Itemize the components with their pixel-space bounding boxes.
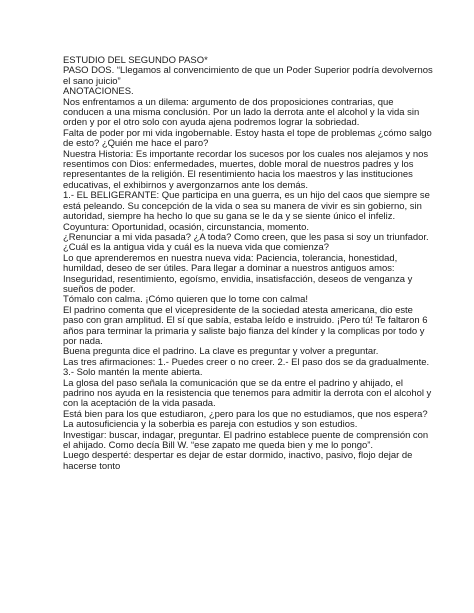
paragraph-coyuntura: Coyuntura: Oportunidad, ocasión, circunstancia, momento. xyxy=(63,221,310,233)
paragraph-beligerante: 1.- EL BELIGERANTE: Que participa en una guerra, es un hijo del caos que siempre se está peleando. Su concepción de la vida o sea su manera de vivir es sin gobierno, sin autoridad, siempre ha hecho lo que su gana se le da y se siente único el infeliz. xyxy=(63,190,430,223)
paragraph-aprenderemos: Lo que aprenderemos en nuestra nueva vida: Paciencia, tolerancia, honestidad, humildad, deseo de ser útiles. Para llegar a dominar a nuestros antiguos amos: Inseguridad, resentimiento, egoísmo, envidia, insatisfacción, deseos de venganza y sueños de poder. xyxy=(63,252,413,295)
document-body xyxy=(63,56,435,472)
paragraph-anotaciones: ANOTACIONES. xyxy=(63,86,134,98)
paragraph-esta-bien: Está bien para los que estudiaron, ¿pero para los que no estudiamos, que nos espera? xyxy=(63,408,428,420)
paragraph-nuestra-historia: Nuestra Historia: Es importante recordar los sucesos por los cuales nos alejamos y nos resentimos con Dios: enfermedades, muertes, doble moral de nuestros padres y los representantes de la religión. El resentimiento hacia los maestros y las instituciones educativas, el exhibirnos y avergonzarnos ante los demás. xyxy=(63,148,429,191)
paragraph-dilema: Nos enfrentamos a un dilema: argumento de dos proposiciones contrarias, que conducen a una misma conclusión. Por un lado la derrota ante el alcohol y la vida sin orden y por el otro solo con ayuda ajena podremos lograr la sobriedad. xyxy=(63,96,420,129)
document-title: ESTUDIO DEL SEGUNDO PASO* xyxy=(63,55,208,66)
paragraph-glosa: La glosa del paso señala la comunicación que se da entre el padrino y ahijado, el padrino nos ayuda en la resistencia que tenemos para admitir la derrota con el alcohol y con la aceptación de la vida pasada. xyxy=(63,377,432,410)
paragraph-luego-desperte: Luego desperté: despertar es dejar de estar dormido, inactivo, pasivo, flojo dejar de hacerse tonto xyxy=(63,450,413,472)
paragraph-paso-dos: PASO DOS. “Llegamos al convencimiento de que un Poder Superior podría devolvernos el sano juicio” xyxy=(63,65,433,87)
paragraph-tomalo-con-calma: Tómalo con calma. ¡Cómo quieren que lo tome con calma! xyxy=(63,294,308,306)
paragraph-renunciar: ¿Renunciar a mi vida pasada? ¿A toda? Como creen, que les pasa si soy un triunfador. xyxy=(63,231,429,243)
paragraph-autosuficiencia: La autosuficiencia y la soberbia es pareja con estudios y son estudios. xyxy=(63,419,358,431)
paragraph-investigar: Investigar: buscar, indagar, preguntar. El padrino establece puente de comprensión con el ahijado. Como decía Bill W. “ese zapato me queda bien y me lo pongo”. xyxy=(63,429,429,452)
paragraph-padrino-comenta: El padrino comenta que el vicepresidente de la sociedad atesta americana, dio este paso con gran amplitud. El sí que sabía, estaba leído e instruido. ¡Pero tú! Te faltaron 6 años para terminar la primaria y saliste bajo fianza del kínder y la complicas por todo y por nada. xyxy=(63,304,428,347)
paragraph-falta-de-poder: Falta de poder por mi vida ingobernable. Estoy hasta el tope de problemas ¿cómo salgo de esto? ¿Quién me hace el paro? xyxy=(63,127,432,150)
paragraph-buena-pregunta: Buena pregunta dice el padrino. La clave es preguntar y volver a preguntar. xyxy=(63,346,379,358)
paragraph-antigua-vida: ¿Cuál es la antigua vida y cuál es la nueva vida que comienza? xyxy=(63,242,329,254)
paragraph-tres-afirmaciones: Las tres afirmaciones: 1.- Puedes creer o no creer. 2.- El paso dos se da gradualmente. 3.- Solo mantén la mente abierta. xyxy=(63,356,430,379)
